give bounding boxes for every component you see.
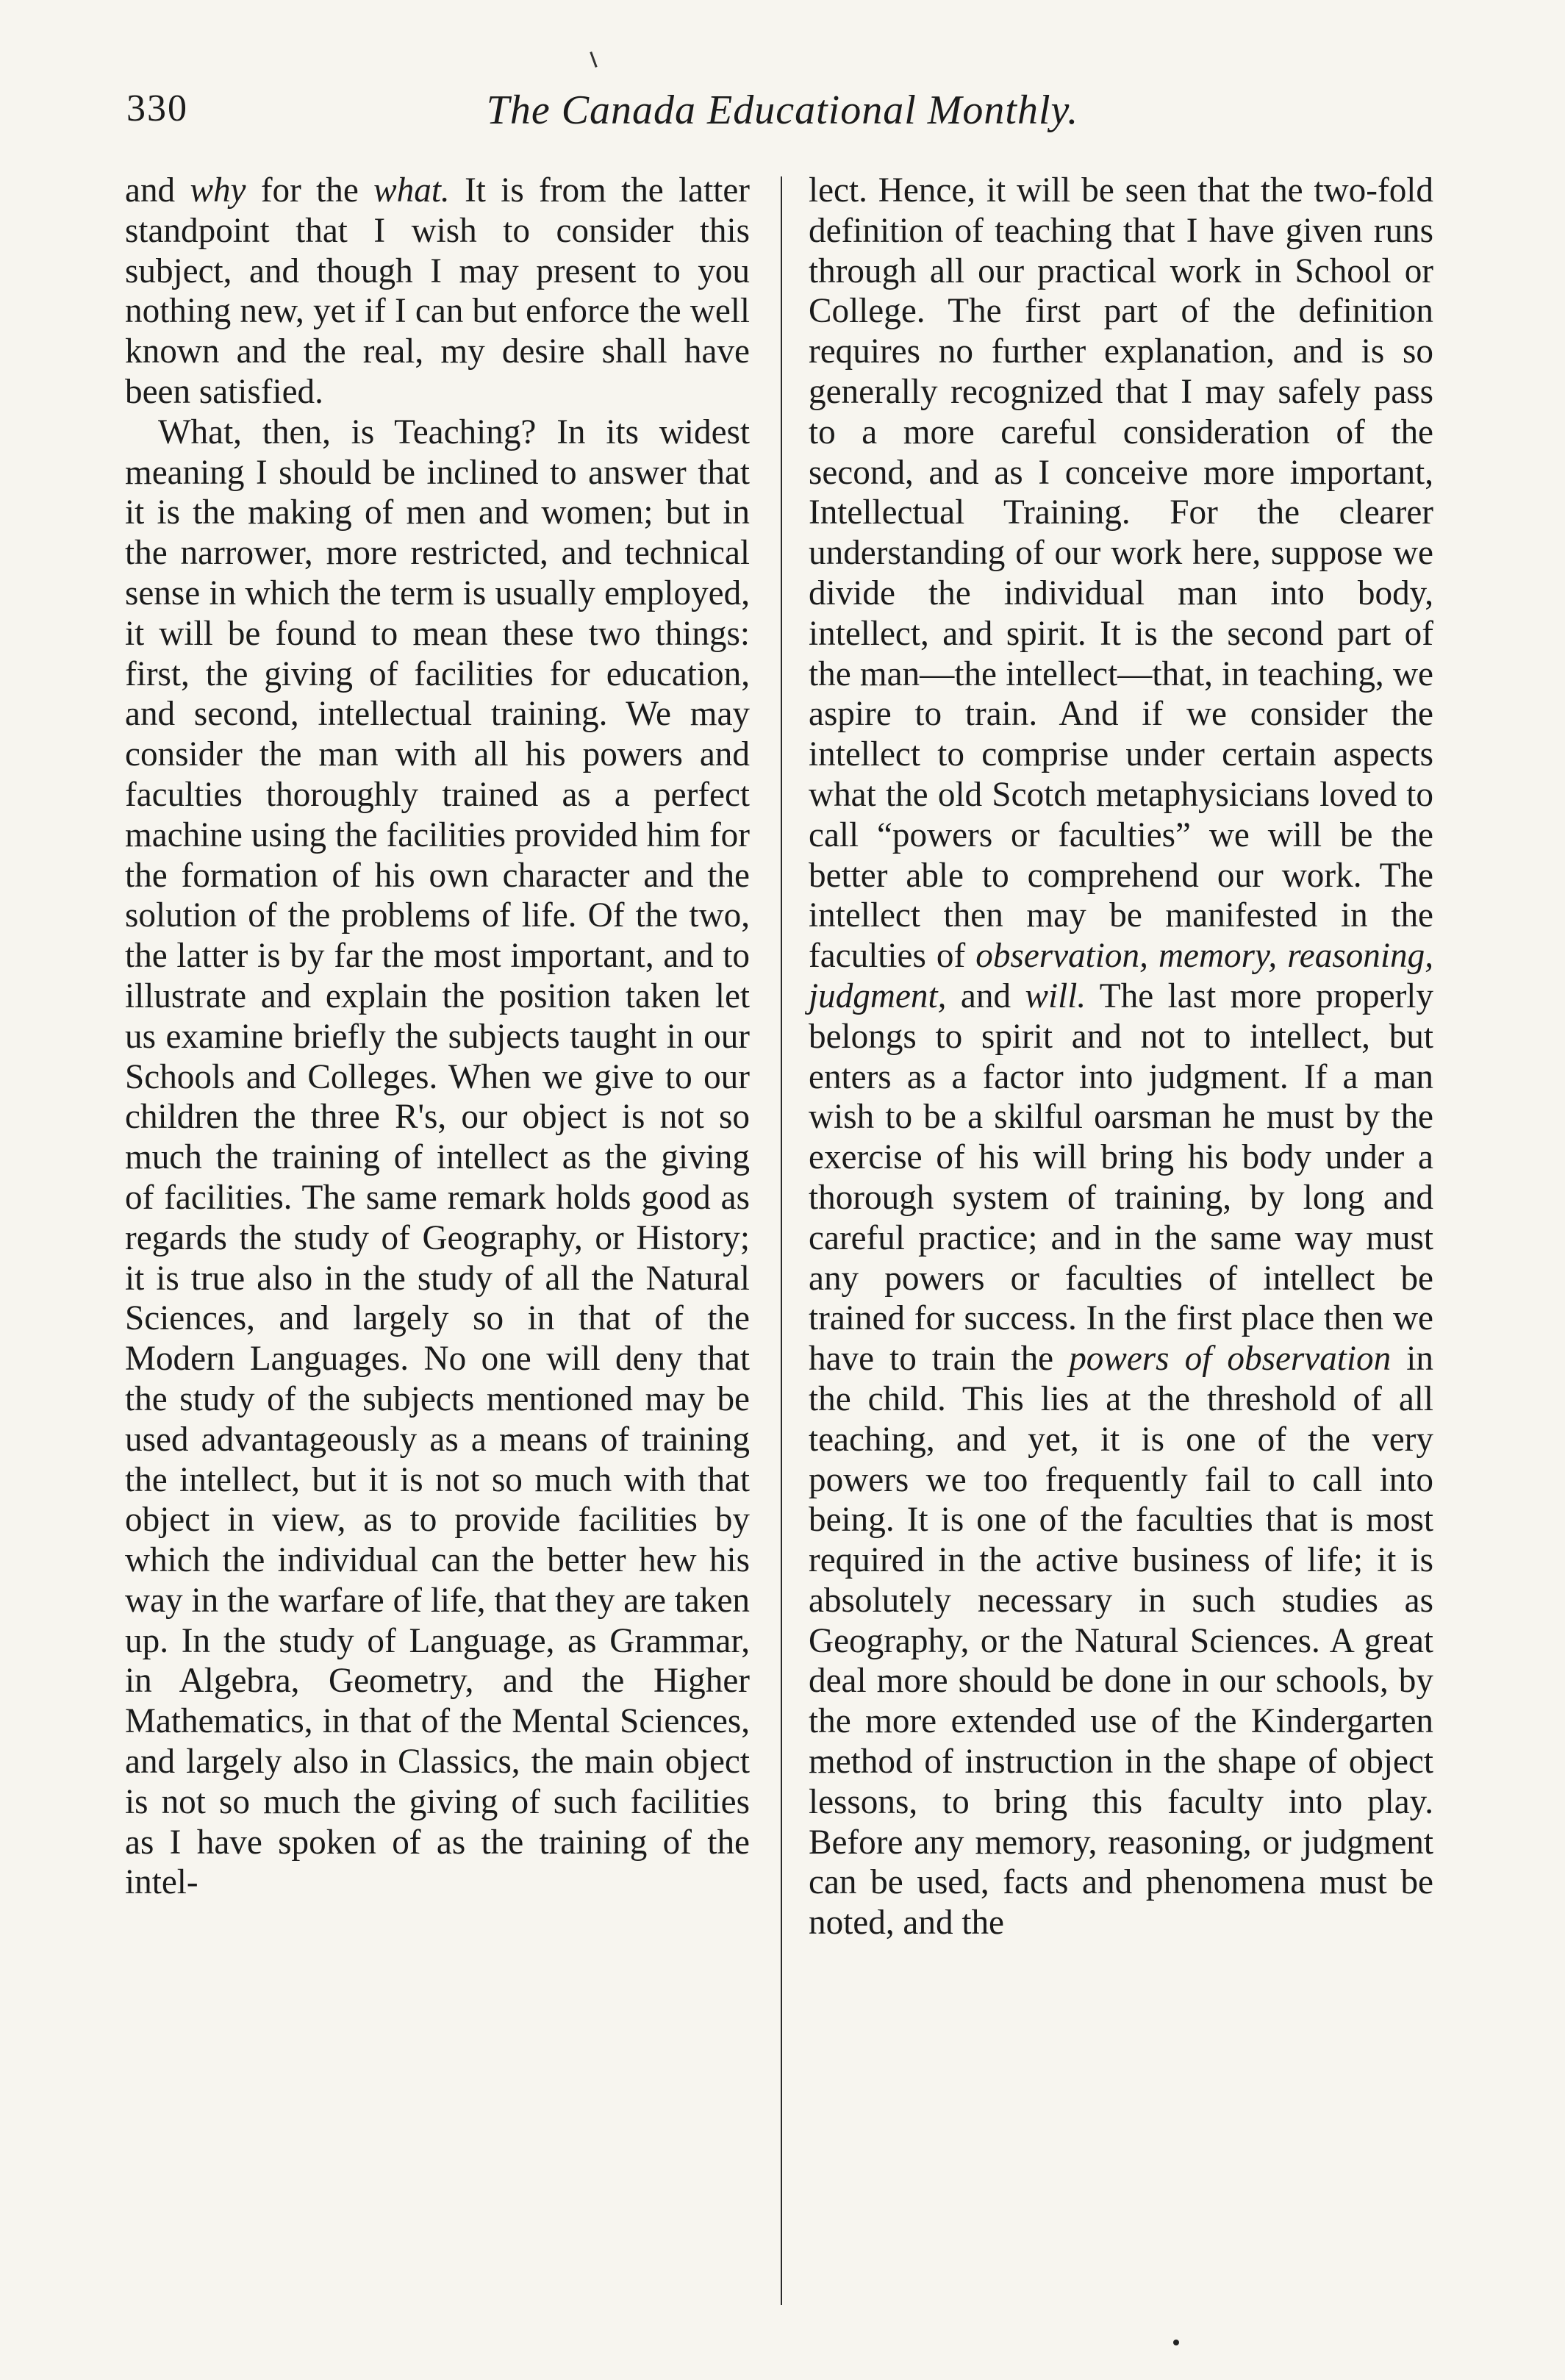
italic-text-run: observation, memory, reasoning, judgment, xyxy=(809,937,1433,1015)
text-run: for the xyxy=(246,171,374,210)
text-run: and xyxy=(125,171,190,210)
left-column xyxy=(125,171,750,1903)
running-title: The Canada Educational Monthly. xyxy=(486,87,1079,133)
page-header xyxy=(0,87,1565,146)
left-paragraph-1 xyxy=(125,171,750,412)
italic-text-run: will. xyxy=(1025,976,1086,1015)
text-run: The last more properly belongs to spirit and not to intellect, but enters as a factor into judgment. If a man wish to be a skilful oarsman he must by the exercise of his will bring his body under a thorough system of training, by long and careful practice; and in the same way must any powers or faculties of intellect be trained for success. In the first place then we have to train the xyxy=(809,976,1433,1379)
italic-text-run: powers of observation xyxy=(1069,1340,1392,1379)
right-paragraph-1 xyxy=(809,171,1433,1943)
text-run: and xyxy=(946,976,1025,1015)
text-run: lect. Hence, it will be seen that the two-fold definition of teaching that I have given runs through all our practical work in School or College. The first part of the definition requires no further explanation, and is so generally recognized that I may safely pass to a more careful consideration of the second, and as I conceive more important, Intellectual Training. For the clearer understanding of our work here, suppose we divide the individual man into body, intellect, and spirit. It is the second part of the man—the intellect—that, in teaching, we aspire to train. And if we consider the intellect to comprise under certain aspects what the old Scotch metaphysicians loved to call “powers or faculties” we will be the better able to comprehend our work. The intellect then may be manifested in the faculties of xyxy=(809,171,1433,976)
right-column xyxy=(809,171,1433,1943)
stray-mark xyxy=(590,51,597,68)
left-paragraph-2: What, then, is Teaching? In its widest meaning I should be inclined to answer that it is the making of men and women; but in the narrower, more restricted, and technical sense in which the term is usually employed, it will be found to mean these two things: first, the giving of facilities for education, and second, intellectual training. We may consider the man with all his powers and faculties thoroughly trained as a perfect machine using the facilities provided him for the formation of his own character and the solution of the problems of life. Of the two, the latter is by far the most important, and to illustrate and explain the position taken let us examine briefly the subjects taught in our Schools and Colleges. When we give to our children the three R's, our object is not so much the training of intellect as the giving of facilities. The same remark holds good as regards the study of Geography, or History; it is true also in the study of all the Natural Sciences, and largely so in that of the Modern Languages. No one will deny that the study of the subjects mentioned may be used advantageously as a means of training the intellect, but it is not so much with that object in view, as to provide facilities by which the individual can the better hew his way in the warfare of life, that they are taken up. In the study of Language, as Grammar, in Algebra, Geometry, and the Higher Mathematics, in that of the Mental Sciences, and largely also in Classics, the main object is not so much the giving of such facilities as I have spoken of as the training of the intel- xyxy=(125,412,750,1902)
column-divider xyxy=(781,176,782,2305)
text-run: It is from the latter standpoint that I wish to consider this subject, and though I may present to you nothing new, yet if I can but enforce the well known and the real, my desire shall have been satisfied. xyxy=(125,171,750,411)
italic-text-run: why xyxy=(190,171,246,210)
text-run: in the child. This lies at the threshold of all teaching, and yet, it is one of the very powers we too frequently fail to call into being. It is one of the faculties that is most required in the active business of life; it is absolutely necessary in such studies as Geography, or the Natural Sciences. A great deal more should be done in our schools, by the more extended use of the Kindergarten method of instruction in the shape of object lessons, to bring this faculty into play. Before any memory, reasoning, or judgment can be used, facts and phenomena must be noted, and the xyxy=(809,1340,1433,1943)
footer-dot xyxy=(1173,2340,1179,2345)
italic-text-run: what. xyxy=(373,171,450,210)
page-number: 330 xyxy=(126,87,188,129)
